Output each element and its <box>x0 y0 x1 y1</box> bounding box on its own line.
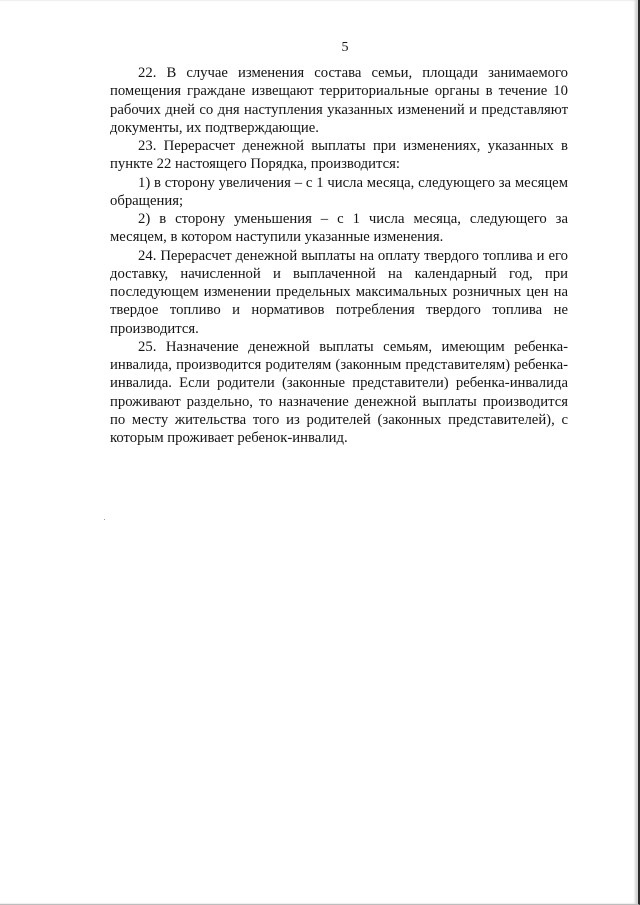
paragraph-23-item-2: 2) в сторону уменьшения – с 1 числа месяца, следующего за месяцем, в котором наступили указанные изменения. <box>110 211 568 246</box>
paragraph-23: 23. Перерасчет денежной выплаты при изменениях, указанных в пункте 22 настоящего Порядка, производится: <box>110 138 568 173</box>
paragraph-24: 24. Перерасчет денежной выплаты на оплату твердого топлива и его доставку, начисленной и выплаченной на календарный год, при последующем изменении предельных максимальных розничных цен на твердое топливо и нормативов потребления твердого топлива не производится. <box>110 247 568 337</box>
paragraph-23-item-1: 1) в сторону увеличения – с 1 числа месяца, следующего за месяцем обращения; <box>110 174 568 209</box>
paragraph-25: 25. Назначение денежной выплаты семьям, имеющим ребенка-инвалида, производится родителям (законным представителям) ребенка-инвалида. Если родители (законные представители) ребенка-инвалида проживают раздельно, то назначение денежной выплаты производится по месту жительства того из родителей (законных представителей), с которым проживает ребенок-инвалид. <box>110 338 568 446</box>
scan-speck <box>104 519 105 520</box>
paragraph-22: 22. В случае изменения состава семьи, площади занимаемого помещения граждане извещают территориальные органы в течение 10 рабочих дней со дня наступления указанных изменений и представляют документы, их подтверждающие. <box>110 65 568 136</box>
document-body <box>110 64 568 447</box>
page-number: 5 <box>341 40 349 55</box>
